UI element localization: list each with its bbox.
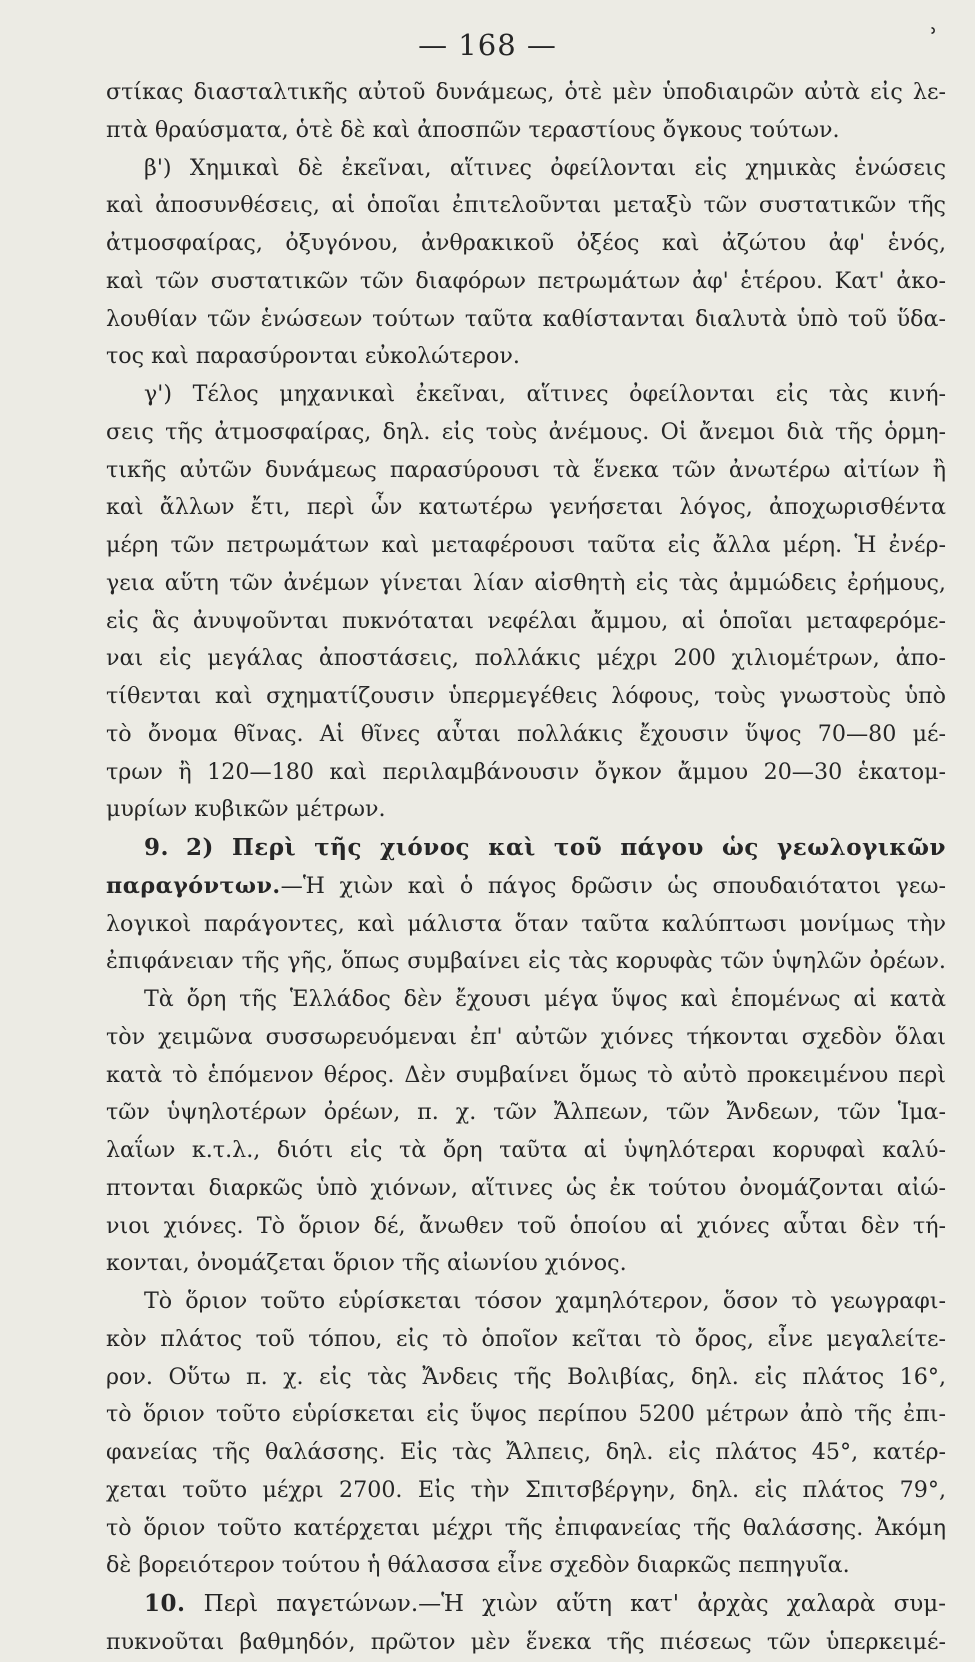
text-line: ρον. Οὕτω π. χ. εἰς τὰς Ἄνδεις τῆς Βολιβίας, δηλ. εἰς πλάτος 16°,: [106, 1363, 946, 1390]
text-line: πυκνοῦται βαθμηδόν, πρῶτον μὲν ἕνεκα τῆς πιέσεως τῶν ὑπερκειμέ-: [106, 1628, 946, 1655]
text-line: —Ἡ χιὼν καὶ ὁ πάγος δρῶσιν ὡς σπουδαιότατοι γεω-: [280, 872, 946, 899]
section-heading-line: [106, 1585, 946, 1624]
section-number: 10.: [144, 1590, 186, 1617]
text-line: μυρίων κυβικῶν μέτρων.: [106, 796, 386, 823]
section-number: 9.: [144, 834, 170, 861]
text-line: λαΐων κ.τ.λ., διότι εἰς τὰ ὄρη ταῦτα αἱ ὑψηλότεραι κορυφαὶ καλύ-: [106, 1137, 946, 1163]
text-line: μέρη τῶν πετρωμάτων καὶ μεταφέρουσι ταῦτα εἰς ἄλλα μέρη. Ἡ ἐνέρ-: [106, 532, 946, 558]
text-line: γ') Τέλος μηχανικαὶ ἐκεῖναι, αἵτινες ὀφείλονται εἰς τὰς κινή-: [144, 381, 946, 407]
text-line: χεται τοῦτο μέχρι 2700. Εἰς τὴν Σπιτσβέργην, δηλ. εἰς πλάτος 79°,: [106, 1476, 946, 1503]
text-line: ἐπιφάνειαν τῆς γῆς, ὅπως συμβαίνει εἰς τὰς κορυφὰς τῶν ὑψηλῶν ὀρέων.: [106, 948, 946, 975]
body-text: [106, 74, 946, 1662]
text-line: καὶ ἀποσυνθέσεις, αἱ ὁποῖαι ἐπιτελοῦνται μεταξὺ τῶν συστατικῶν τῆς: [106, 192, 946, 219]
text-line: κὸν πλάτος τοῦ τόπου, εἰς τὸ ὁποῖον κεῖται τὸ ὄρος, εἶνε μεγαλείτε-: [106, 1325, 946, 1352]
section-title: 2) Περὶ τῆς χιόνος καὶ τοῦ πάγου ὡς γεωλογικῶν: [185, 834, 947, 861]
text-line: τίθενται καὶ σχηματίζουσιν ὑπερμεγέθεις λόφους, τοὺς γνωστοὺς ὑπὸ: [106, 683, 946, 709]
section-title: Περὶ παγετώνων.: [203, 1591, 419, 1617]
text-line: τὸν χειμῶνα συσσωρευόμεναι ἐπ' αὐτῶν χιόνες τήκονται σχεδὸν ὅλαι: [106, 1023, 946, 1050]
text-line: Τὸ ὅριον τοῦτο εὑρίσκεται τόσον χαμηλότερον, ὅσον τὸ γεωγραφι-: [144, 1288, 946, 1314]
text-line: τρων ἢ 120—180 καὶ περιλαμβάνουσιν ὄγκον ἄμμου 20—30 ἑκατομ-: [106, 758, 946, 785]
text-line: φανείας τῆς θαλάσσης. Εἰς τὰς Ἄλπεις, δηλ. εἰς πλάτος 45°, κατέρ-: [106, 1439, 946, 1465]
text-line: καὶ τῶν συστατικῶν τῶν διαφόρων πετρωμάτων ἀφ' ἑτέρου. Κατ' ἀκο-: [106, 267, 946, 294]
text-line: δὲ βορειότερον τούτου ἡ θάλασσα εἶνε σχεδὸν διαρκῶς πεπηγυῖα.: [106, 1552, 850, 1579]
text-line: τος καὶ παρασύρονται εὐκολώτερον.: [106, 343, 520, 370]
text-line: τὸ ὅριον τοῦτο εὑρίσκεται εἰς ὕψος περίπου 5200 μέτρων ἀπὸ τῆς ἐπι-: [106, 1401, 946, 1428]
section-heading-line: [106, 868, 946, 906]
section-title-continued: παραγόντων.: [106, 872, 281, 899]
text-line: ναι εἰς μεγάλας ἀποστάσεις, πολλάκις μέχρι 200 χιλιομέτρων, ἀπο-: [106, 645, 946, 672]
text-line: καὶ ἄλλων ἔτι, περὶ ὧν κατωτέρω γενήσεται λόγος, ἀποχωρισθέντα: [106, 494, 946, 521]
section-heading-line: [106, 829, 946, 868]
text-line: σεις τῆς ἀτμοσφαίρας, δηλ. εἰς τοὺς ἀνέμους. Οἱ ἄνεμοι διὰ τῆς ὁρμη-: [106, 418, 946, 445]
text-line: γεια αὕτη τῶν ἀνέμων γίνεται λίαν αἰσθητὴ εἰς τὰς ἀμμώδεις ἐρήμους,: [106, 569, 946, 596]
text-line: β') Χημικαὶ δὲ ἐκεῖναι, αἵτινες ὀφείλονται εἰς χημικὰς ἑνώσεις: [144, 154, 946, 181]
text-line: τικῆς αὐτῶν δυνάμεως παρασύρουσι τὰ ἕνεκα τῶν ἀνωτέρω αἰτίων ἢ: [106, 456, 946, 483]
text-line: τὸ ὅριον τοῦτο κατέρχεται μέχρι τῆς ἐπιφανείας τῆς θαλάσσης. Ἀκόμη: [106, 1514, 946, 1541]
text-line: λουθίαν τῶν ἑνώσεων τούτων ταῦτα καθίστανται διαλυτὰ ὑπὸ τοῦ ὕδα-: [106, 305, 946, 332]
text-line: εἰς ἃς ἀνυψοῦνται πυκνόταται νεφέλαι ἄμμου, αἱ ὁποῖαι μεταφερόμε-: [106, 607, 946, 634]
text-line: νιοι χιόνες. Τὸ ὅριον δέ, ἄνωθεν τοῦ ὁποίου αἱ χιόνες αὗται δὲν τή-: [106, 1212, 946, 1239]
text-line: —Ἡ χιὼν αὕτη κατ' ἀρχὰς χαλαρὰ συμ-: [418, 1591, 946, 1617]
text-line: πτὰ θραύσματα, ὁτὲ δὲ καὶ ἀποσπῶν τεραστίους ὄγκους τούτων.: [106, 116, 840, 143]
text-line: κονται, ὀνομάζεται ὅριον τῆς αἰωνίου χιόνος.: [106, 1250, 627, 1277]
text-line: κατὰ τὸ ἑπόμενον θέρος. Δὲν συμβαίνει ὅμως τὸ αὐτὸ προκειμένου περὶ: [106, 1061, 946, 1088]
text-line: πτονται διαρκῶς ὑπὸ χιόνων, αἵτινες ὡς ἐκ τούτου ὀνομάζονται αἰώ-: [106, 1174, 946, 1201]
text-line: Τὰ ὄρη τῆς Ἑλλάδος δὲν ἔχουσι μέγα ὕψος καὶ ἑπομένως αἱ κατὰ: [144, 986, 946, 1012]
corner-mark: ʾ: [930, 24, 938, 54]
text-line: τὸ ὄνομα θῖνας. Αἱ θῖνες αὗται πολλάκις ἔχουσιν ὕψος 70—80 μέ-: [106, 720, 946, 747]
text-line: ἀτμοσφαίρας, ὀξυγόνου, ἀνθρακικοῦ ὀξέος καὶ ἀζώτου ἀφ' ἑνός,: [106, 230, 946, 256]
text-line: στίκας διασταλτικῆς αὐτοῦ δυνάμεως, ὁτὲ μὲν ὑποδιαιρῶν αὐτὰ εἰς λε-: [106, 79, 946, 105]
text-line: λογικοὶ παράγοντες, καὶ μάλιστα ὅταν ταῦτα καλύπτωσι μονίμως τὴν: [106, 910, 946, 937]
text-line: τῶν ὑψηλοτέρων ὀρέων, π. χ. τῶν Ἄλπεων, τῶν Ἄνδεων, τῶν Ἱμα-: [106, 1099, 946, 1126]
page-number: — 168 —: [418, 28, 557, 62]
